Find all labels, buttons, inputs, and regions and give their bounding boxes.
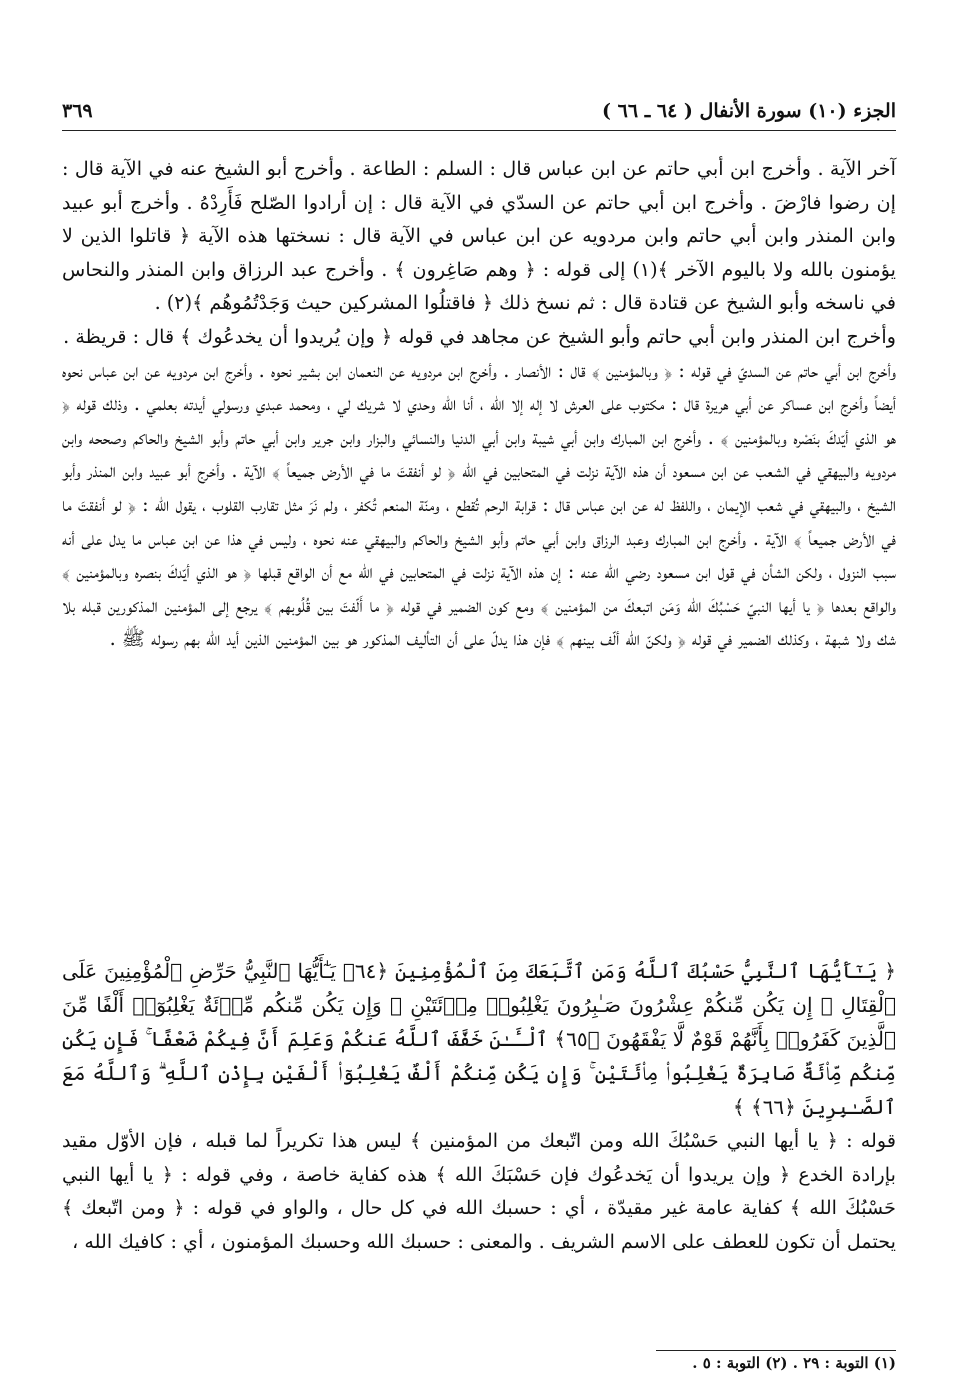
footnotes: (١) التوبة : ٢٩ . (٢) التوبة : ٥ .: [692, 1354, 896, 1372]
page-number: ٣٦٩: [62, 100, 93, 122]
footnote-rule: [656, 1350, 896, 1351]
book-page: [62, 96, 897, 1372]
page-header: [62, 96, 896, 126]
main-text: [62, 152, 896, 656]
quran-verses: ﴿ يَـٰٓأَيُّهَا ٱلنَّبِيُّ حَسْبُكَ ٱللَّهُ وَمَنِ ٱتَّبَعَكَ مِنَ ٱلْمُؤْمِنِينَ ﴿٦٤﴾ يَـٰٓأَيُّهَا ٱلنَّبِيُّ حَرِّضِ ٱلْمُؤْمِنِينَ عَلَى ٱلْقِتَالِ ۚ إِن يَكُن مِّنكُمْ عِشْرُونَ صَـٰبِرُونَ يَغْلِبُوا۟ مِا۟ئَتَيْنِ ۚ وَإِن يَكُن مِّنكُم مِّا۟ئَةٌ يَغْلِبُوٓا۟ أَلْفًا مِّنَ ٱلَّذِينَ كَفَرُوا۟ بِأَنَّهُمْ قَوْمٌ لَّا يَفْقَهُونَ ﴿٦٥﴾ ٱلْـَٔـٰنَ خَفَّفَ ٱللَّهُ عَنكُمْ وَعَلِمَ أَنَّ فِيكُمْ ضَعْفًا ۚ فَإِن يَكُن مِّنكُم مِّا۟ئَةٌ صَابِرَةٌ يَغْلِبُوا۟ مِا۟ئَتَيْنِ ۚ وَإِن يَكُن مِّنكُمْ أَلْفٌ يَغْلِبُوٓا۟ أَلْفَيْنِ بِإِذْنِ ٱللَّهِ ۗ وَٱللَّهُ مَعَ ٱلصَّـٰبِرِينَ ﴿٦٦﴾ ﴾: [62, 959, 897, 1119]
running-title: الجزء (١٠) سورة الأنفال ( ٦٤ ـ ٦٦ ): [602, 100, 896, 122]
paragraph: وأخرج ابن أبي حاتم عن السديّ في قوله : ﴿ وبالمؤمنين ﴾ قال : الأنصار . وأخرج ابن مردويه عن النعمان ابن بشير نحوه . وأخرج ابن مردويه عن ابن عباس نحوه أيضاً وأخرج ابن عساكر عن أبي هريرة قال : مكتوب على العرش لا إله إلا الله ، أنا الله وحدي لا شريك لي ، ومحمد عبدي ورسولي أيدته بعلمي . وذلك قوله ﴿ هو الذي أيّدكَ بنَصْره وبالمؤمنين ﴾ . وأخرج ابن المبارك وابن أبي شيبة وابن أبي الدنيا والنسائي والبزار وابن جرير وابن أبي حاتم وأبو الشيخ والحاكم وصححه وابن مردويه والبيهقي في الشعب عن ابن مسعود أن هذه الآية نزلت في المتحابين في الله ﴿ لو أنفقتَ ما في الأرض جميعاً ﴾ الآية . وأخرج أبو عبيد وابن المنذر وأبو الشيخ ، والبيهقي في شعب الإيمان ، واللفظ له عن ابن عباس قال : قرابة الرحم تُقطع ، ومنّة المنعم تُكفر ، ولم نَرَ مثل تقارب القلوب ، يقول الله : ﴿ لو أنفقتَ ما في الأرض جميعاً ﴾ الآية . وأخرج ابن المبارك وعبد الرزاق وابن أبي حاتم وأبو الشيخ والحاكم والبيهقي عنه نحوه ، وليس في هذا عن ابن عباس ما يدل على أنه سبب النزول ، ولكن الشأن في قول ابن مسعود رضي الله عنه : إن هذه الآية نزلت في المتحابين في الله مع أن الواقع قبلها ﴿ هو الذي أيّدكَ بنصره وبالمؤمنين ﴾ والواقع بعدها ﴿ يا أيها النبيّ حَسْبُكَ الله وَمَن اتبعكَ من المؤمنين ﴾ ومع كون الضمير في قوله ﴿ ما أَلّفتَ بين قُلُوبهم ﴾ يرجع إلى المؤمنين المذكورين قبله بلا شك ولا شبهة ، وكذلك الضمير في قوله ﴿ ولكنّ الله ألّف بينهم ﴾ فإن هذا يدلّ على أن التأليف المذكور هو بين المؤمنين الذين أيد الله بهم رسوله ﷺ .: [62, 358, 896, 651]
paragraph: آخر الآية . وأخرج ابن أبي حاتم عن ابن عباس قال : السلم : الطاعة . وأخرج أبو الشيخ عنه في الآية قال : إن رضوا فارْضَ . وأخرج ابن أبي حاتم عن السدّي في الآية قال : إن أرادوا الصّلح فَأَرِدْهُ . وأخرج أبو عبيد وابن المنذر وابن أبي حاتم وابن مردويه عن ابن عباس في الآية قال : نسختها هذه الآية ﴿ قاتلوا الذين لا يؤمنون بالله ولا باليوم الآخر ﴾(١) إلى قوله : ﴿ وهم صَاغِرون ﴾ . وأخرج عبد الرزاق وابن المنذر والنحاس في ناسخه وأبو الشيخ عن قتادة قال : ثم نسخ ذلك ﴿ فاقتلُوا المشركين حيث وَجَدْتُمُوهُم ﴾(٢) .: [62, 157, 897, 315]
commentary-paragraph: قوله : ﴿ يا أيها النبي حَسْبُكَ الله ومن اتّبعك من المؤمنين ﴾ ليس هذا تكريراً لما قبله ، فإن الأوّل مقيد بإرادة الخدع ﴿ وإن يريدوا أن يَخدعُوك فإن حَسْبَكَ الله ﴾ هذه كفاية خاصة ، وفي قوله : ﴿ يا أيها النبي حَسْبُكَ الله ﴾ كفاية عامة غير مقيدّة ، أي : حسبك الله في كل حال ، والواو في قوله : ﴿ ومن اتّبعك ﴾ يحتمل أن تكون للعطف على الاسم الشريف . والمعنى : حسبك الله وحسبك المؤمنون ، أي : كافيك الله ،: [62, 1129, 896, 1253]
paragraph: وأخرج ابن المنذر وابن أبي حاتم وأبو الشيخ عن مجاهد في قوله ﴿ وإن يُريدوا أن يخدعُوك ﴾ قال : قريظة .: [63, 324, 896, 348]
header-rule: [62, 130, 896, 131]
